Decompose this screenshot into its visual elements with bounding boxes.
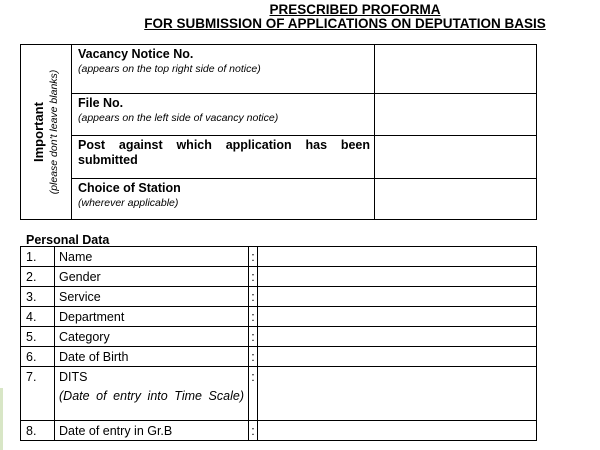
service-label: Service bbox=[55, 287, 249, 307]
vacancy-notice-label-cell bbox=[72, 45, 375, 94]
form-title: PRESCRIBED PROFORMA bbox=[269, 2, 441, 17]
important-side-cell bbox=[21, 45, 72, 220]
colon: : bbox=[249, 421, 258, 441]
dits-label-cell bbox=[55, 367, 249, 421]
table-row bbox=[21, 287, 537, 307]
station-label-cell bbox=[72, 179, 375, 220]
colon: : bbox=[249, 367, 258, 421]
personal-data-heading: Personal Data bbox=[26, 233, 110, 247]
left-edge-bar bbox=[0, 388, 3, 450]
colon: : bbox=[249, 267, 258, 287]
category-label: Category bbox=[55, 327, 249, 347]
dob-label: Date of Birth bbox=[55, 347, 249, 367]
grb-entry-label: Date of entry in Gr.B bbox=[55, 421, 249, 441]
dits-label: DITS bbox=[59, 370, 88, 384]
row-number: 8. bbox=[21, 421, 55, 441]
colon: : bbox=[249, 287, 258, 307]
gender-label: Gender bbox=[55, 267, 249, 287]
table-row bbox=[21, 327, 537, 347]
row-number: 2. bbox=[21, 267, 55, 287]
row-number: 6. bbox=[21, 347, 55, 367]
colon: : bbox=[249, 327, 258, 347]
vacancy-notice-field[interactable] bbox=[375, 45, 537, 94]
table-row bbox=[21, 347, 537, 367]
file-no-note: (appears on the left side of vacancy notice) bbox=[78, 112, 279, 124]
station-field[interactable] bbox=[375, 179, 537, 220]
row-number: 7. bbox=[21, 367, 55, 421]
post-label-cell bbox=[72, 136, 375, 179]
vacancy-notice-label: Vacancy Notice No. bbox=[78, 47, 194, 61]
form-subtitle: FOR SUBMISSION OF APPLICATIONS ON DEPUTATION BASIS bbox=[144, 16, 546, 31]
table-row bbox=[21, 367, 537, 421]
grb-entry-field[interactable] bbox=[258, 421, 537, 441]
category-field[interactable] bbox=[258, 327, 537, 347]
important-label: Important bbox=[31, 102, 46, 162]
table-row bbox=[21, 267, 537, 287]
table-row bbox=[21, 421, 537, 441]
name-field[interactable] bbox=[258, 247, 537, 267]
station-note: (wherever applicable) bbox=[78, 197, 179, 209]
department-field[interactable] bbox=[258, 307, 537, 327]
table-row bbox=[21, 247, 537, 267]
file-no-label-cell bbox=[72, 94, 375, 136]
table-row bbox=[21, 307, 537, 327]
name-label: Name bbox=[55, 247, 249, 267]
post-label: Post against which application has been submitted bbox=[78, 138, 370, 167]
dob-field[interactable] bbox=[258, 347, 537, 367]
row-number: 5. bbox=[21, 327, 55, 347]
row-number: 1. bbox=[21, 247, 55, 267]
row-number: 3. bbox=[21, 287, 55, 307]
important-table bbox=[20, 44, 537, 220]
service-field[interactable] bbox=[258, 287, 537, 307]
gender-field[interactable] bbox=[258, 267, 537, 287]
dits-note: (Date of entry into Time Scale) bbox=[59, 389, 244, 403]
department-label: Department bbox=[55, 307, 249, 327]
station-label: Choice of Station bbox=[78, 181, 181, 195]
personal-data-table bbox=[20, 246, 537, 441]
row-number: 4. bbox=[21, 307, 55, 327]
colon: : bbox=[249, 307, 258, 327]
post-field[interactable] bbox=[375, 136, 537, 179]
file-no-label: File No. bbox=[78, 96, 124, 110]
file-no-field[interactable] bbox=[375, 94, 537, 136]
colon: : bbox=[249, 347, 258, 367]
dits-field[interactable] bbox=[258, 367, 537, 421]
important-note: (please don't leave blanks) bbox=[48, 69, 60, 195]
colon: : bbox=[249, 247, 258, 267]
vacancy-notice-note: (appears on the top right side of notice) bbox=[78, 63, 261, 75]
